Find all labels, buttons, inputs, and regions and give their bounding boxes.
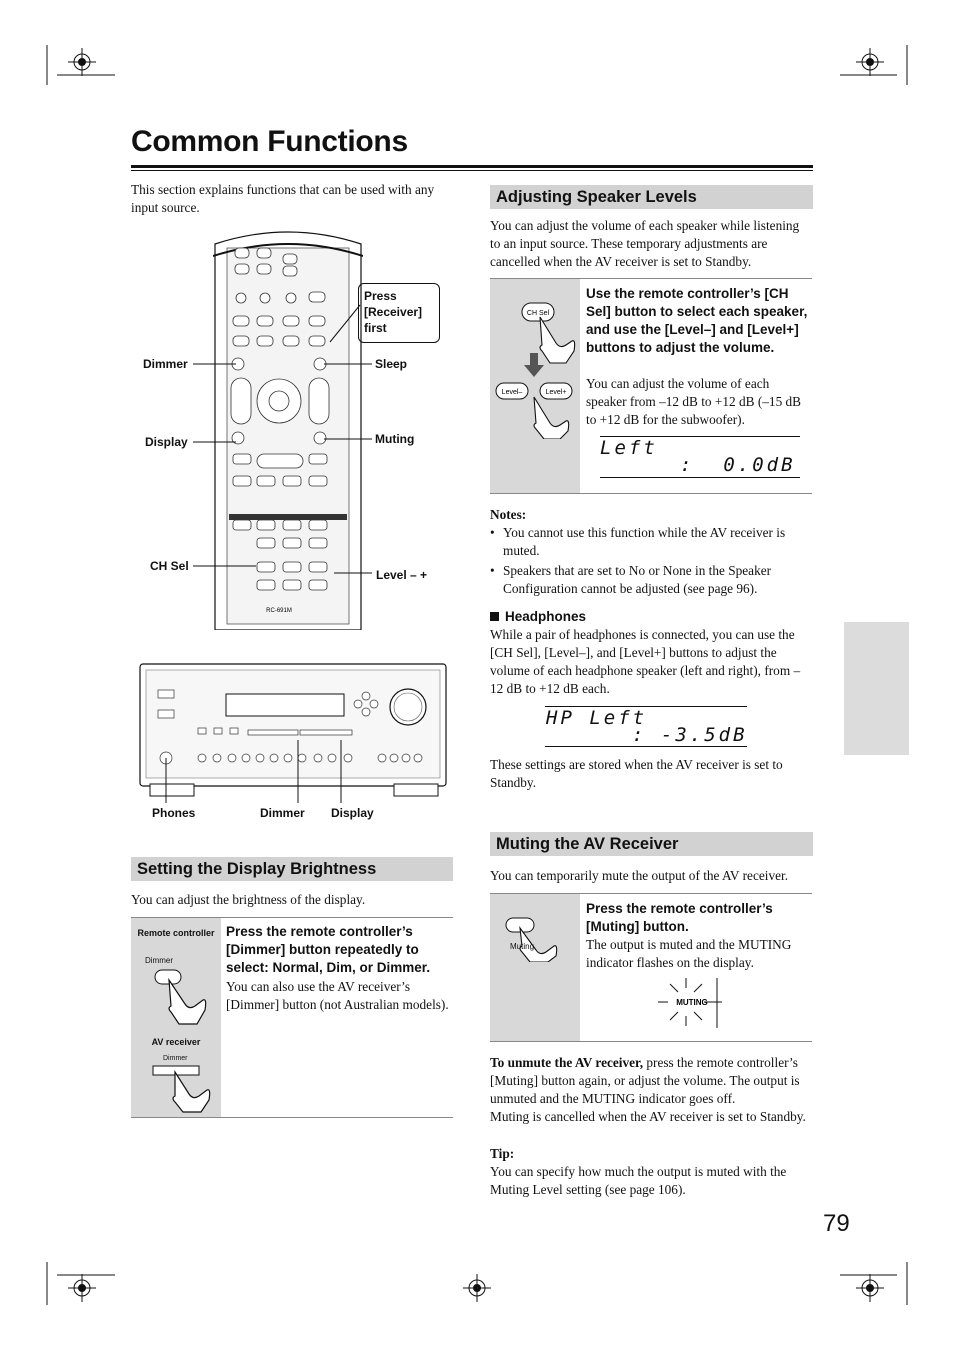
hand-press-receiver-icon [149,1064,219,1114]
speaker-levels-step-box [490,278,812,494]
fig-chsel-text: CH Sel [526,310,550,317]
lcd2-bottom-rule [545,746,747,747]
fig-muting-label: Muting [510,942,535,951]
callout-press-receiver: Press [Receiver] first [358,283,440,343]
unmute-paragraph: To unmute the AV receiver, press the remote controller’s [Muting] button again, or adjust the volume. The output is unmuted and the MUTING indicator goes off. [490,1055,800,1106]
fig-remote-label: Remote controller [137,928,215,938]
lcd-line1: Left [600,437,658,459]
headphones-heading: Headphones [490,609,586,624]
muting-indicator-text: MUTING [676,998,708,1007]
fig-av-receiver-label: AV receiver [151,1037,201,1047]
muting-step-text: The output is muted and the MUTING indicator flashes on the display. [586,937,792,970]
remote-model-text: RC-691M [266,608,292,614]
notes-list [490,524,812,598]
intro-text: This section explains functions that can be used with any input source. [131,182,435,215]
muting-step-box [490,893,812,1042]
fig-level-minus-text: Level– [501,389,523,396]
callout-dimmer: Dimmer [143,357,188,371]
callout-level: Level – + [376,568,428,582]
speaker-levels-intro: You can adjust the volume of each speaker while listening to an input source. These temporary adjustments are cancelled when the AV receiver is set to Standby. [490,218,800,269]
page-title: Common Functions [131,125,408,158]
muting-standby-text: Muting is cancelled when the AV receiver is set to Standby. [490,1109,806,1124]
square-bullet-icon [490,612,499,621]
callout-sleep: Sleep [375,357,408,371]
muting-step-bold: Press the remote controller’s [Muting] button. [586,901,773,934]
hand-press-muting-icon [502,912,572,962]
callout-phones: Phones [152,806,196,820]
headphones-text: While a pair of headphones is connected, you can use the [CH Sel], [Level–], and [Level+] buttons to adjust the volume of each headphone speaker (left and right), from –12 dB to +12 dB each. [490,627,801,696]
muting-indicator-flash [656,976,724,1028]
callout-muting: Muting [375,432,415,446]
callout-ch-sel: CH Sel [150,559,189,573]
display-brightness-intro: You can adjust the brightness of the display. [131,892,366,907]
display-brightness-step-text: You can also use the AV receiver’s [Dimmer] button (not Australian models). [226,979,449,1012]
display-brightness-step-bold: Press the remote controller’s [Dimmer] button repeatedly to select: Normal, Dim, or Dimmer. [226,924,431,975]
callout-receiver-display: Display [331,806,374,820]
speaker-levels-outro: These settings are stored when the AV receiver is set to Standby. [490,757,783,790]
hand-press-icon [149,966,209,1028]
notes-title: Notes: [490,507,527,522]
lcd-line2: : 0.0dB [680,454,796,476]
fig-level-plus-text: Level+ [545,389,567,396]
note-item: • Speakers that are set to No or None in the Speaker Configuration cannot be adjusted (see page 96). [490,563,772,596]
tip-title: Tip: [490,1146,515,1161]
display-brightness-heading: Setting the Display Brightness [131,857,453,881]
lcd2-line2: : -3.5dB [632,724,748,746]
display-brightness-step-box [131,917,453,1118]
callout-receiver-dimmer: Dimmer [260,806,305,820]
speaker-levels-heading: Adjusting Speaker Levels [490,185,813,209]
speaker-levels-step-bold: Use the remote controller’s [CH Sel] button to select each speaker, and use the [Level–] and [Level+] buttons to adjust the volume. [586,286,808,355]
muting-intro: You can temporarily mute the output of the AV receiver. [490,868,789,883]
page-number: 79 [823,1210,850,1237]
callout-display: Display [145,435,188,449]
lcd2-line1: HP Left [546,707,648,729]
note-item: • You cannot use this function while the AV receiver is muted. [490,525,786,558]
tip-text: You can specify how much the output is muted with the Muting Level setting (see page 106). [490,1164,787,1197]
speaker-levels-step-text: You can adjust the volume of each speaker from –12 dB to +12 dB (–15 dB to +12 dB for the subwoofer). [586,376,802,427]
fig-dimmer2-label: Dimmer [163,1055,188,1062]
muting-heading: Muting the AV Receiver [490,832,813,856]
lcd-bottom-rule [600,477,800,478]
ch-sel-level-figure [494,299,580,439]
fig-dimmer-label: Dimmer [145,956,173,965]
